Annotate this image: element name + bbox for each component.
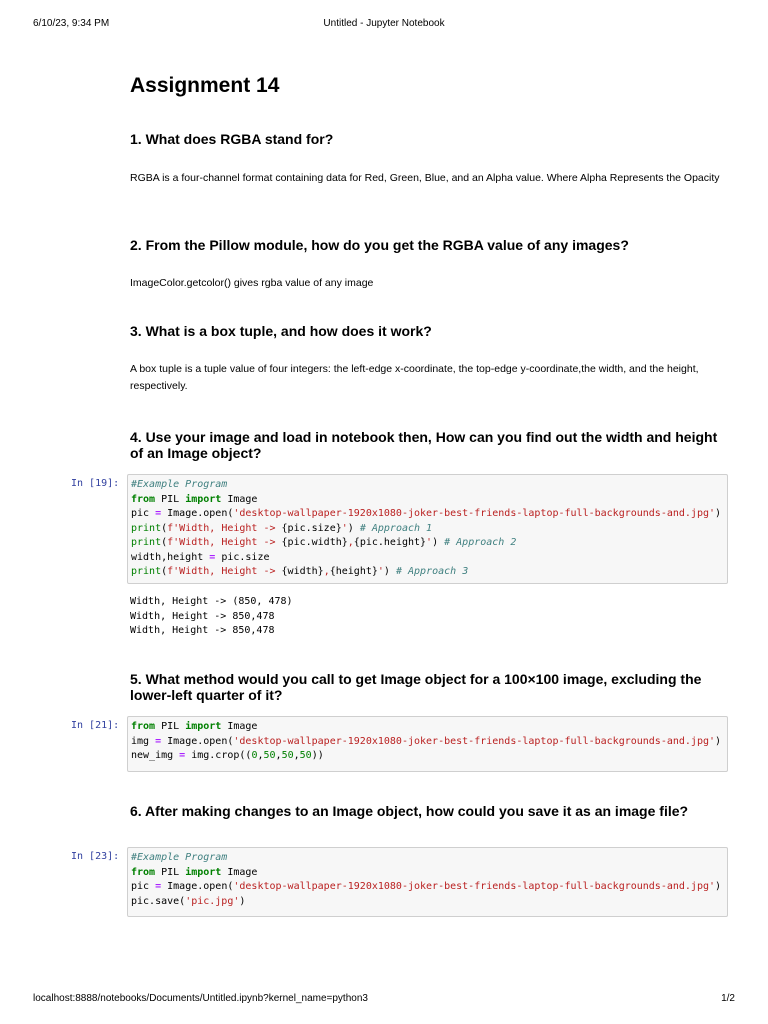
code-line — [131, 851, 724, 866]
code-token: PIL — [155, 866, 186, 878]
code-line — [131, 551, 724, 566]
code-line — [131, 720, 724, 735]
code-token: = — [179, 750, 186, 761]
code-token: {pic.width} — [281, 537, 348, 548]
code-token: import — [185, 721, 222, 732]
code-token: # Approach 3 — [395, 566, 469, 577]
print-page-number: 1/2 — [721, 993, 735, 1004]
code-token: #Example Program — [131, 852, 228, 863]
code-token: print — [131, 522, 162, 534]
code-token: print — [131, 537, 162, 548]
code-token: img.crop(( — [185, 750, 252, 761]
code-token: {pic.size} — [281, 522, 342, 534]
print-footer — [33, 993, 735, 1007]
question-1: 1. What does RGBA stand for? — [130, 131, 334, 147]
code-token: f'Width, Height -> — [167, 537, 282, 548]
print-page-title: Untitled - Jupyter Notebook — [323, 18, 445, 29]
code-token: Image.open( — [161, 508, 234, 519]
code-token: pic — [131, 508, 156, 519]
code-token: pic.save( — [131, 895, 186, 907]
code-token: import — [185, 866, 222, 878]
answer-1: RGBA is a four-channel format containing data for Red, Green, Blue, and an Alpha value. Where Alpha Represents the Opacity — [130, 172, 720, 184]
code-token: , — [347, 537, 354, 548]
answer-2: ImageColor.getcolor() gives rgba value of any image — [130, 277, 374, 289]
code-token: import — [185, 493, 222, 505]
question-5: 5. What method would you call to get Image object for a 100×100 image, excluding the lower-left quarter of it? — [130, 671, 702, 703]
code-line — [131, 507, 724, 522]
code-token: f'Width, Height -> — [167, 522, 282, 534]
code-token: from — [131, 866, 156, 878]
code-token: , — [275, 750, 282, 761]
code-token: ' — [341, 522, 348, 534]
code-token: {width} — [281, 566, 324, 577]
code-token: = — [155, 508, 162, 519]
code-editor[interactable] — [127, 474, 728, 584]
code-token: , — [257, 750, 264, 761]
code-token: PIL — [155, 721, 186, 732]
code-token: print — [131, 566, 162, 577]
code-token: from — [131, 721, 156, 732]
code-token: 'pic.jpg' — [185, 895, 240, 907]
code-line — [131, 880, 724, 895]
code-token: ( — [161, 537, 168, 548]
code-token: ) — [715, 881, 722, 892]
code-editor[interactable] — [127, 716, 728, 772]
code-token: = — [209, 551, 216, 563]
code-token: ( — [161, 522, 168, 534]
output-line: Width, Height -> (850, 478) — [130, 596, 293, 607]
code-token: ) — [239, 895, 246, 907]
code-token: , — [293, 750, 300, 761]
code-line — [131, 866, 724, 881]
code-token: Image — [221, 721, 258, 732]
output-line: Width, Height -> 850,478 — [130, 625, 275, 636]
code-token: new_img — [131, 750, 180, 761]
code-token: ) — [715, 508, 722, 519]
cell-prompt: In [19]: — [71, 478, 120, 489]
code-token: 50 — [263, 750, 276, 761]
answer-3: A box tuple is a tuple value of four integers: the left-edge x-coordinate, the top-edge y-coordinate,the width, and the height, respectively. — [130, 363, 699, 392]
code-token: # Approach 1 — [359, 522, 433, 534]
code-line — [131, 749, 724, 764]
code-token: ) — [715, 735, 722, 747]
code-line — [131, 895, 724, 910]
code-token: Image.open( — [161, 735, 234, 747]
code-token: pic.size — [215, 551, 270, 563]
code-token: f'Width, Height -> — [167, 566, 282, 577]
code-token: from — [131, 493, 156, 505]
code-line — [131, 536, 724, 551]
code-token: 'desktop-wallpaper-1920x1080-joker-best-friends-laptop-full-backgrounds-and.jpg' — [233, 881, 716, 892]
code-token: width,height — [131, 551, 210, 563]
cell-output — [130, 595, 293, 639]
code-line — [131, 522, 724, 537]
code-token: ) — [347, 522, 360, 534]
code-token: # Approach 2 — [444, 537, 517, 548]
code-token: ) — [383, 566, 396, 577]
code-token: = — [155, 735, 162, 747]
code-token: ' — [426, 537, 433, 548]
question-3: 3. What is a box tuple, and how does it work? — [130, 323, 432, 339]
code-token: 'desktop-wallpaper-1920x1080-joker-best-friends-laptop-full-backgrounds-and.jpg' — [233, 508, 716, 519]
code-line — [131, 493, 724, 508]
code-token: ) — [432, 537, 445, 548]
code-token: img — [131, 735, 156, 747]
code-token: Image.open( — [161, 881, 234, 892]
code-token: 0 — [251, 750, 258, 761]
code-token: )) — [311, 750, 324, 761]
question-2: 2. From the Pillow module, how do you get the RGBA value of any images? — [130, 237, 629, 253]
cell-prompt: In [23]: — [71, 851, 120, 862]
code-editor[interactable] — [127, 847, 728, 917]
print-header — [33, 18, 735, 32]
print-url: localhost:8888/notebooks/Documents/Untitled.ipynb?kernel_name=python3 — [33, 993, 368, 1004]
cell-prompt: In [21]: — [71, 720, 120, 731]
code-token: 'desktop-wallpaper-1920x1080-joker-best-friends-laptop-full-backgrounds-and.jpg' — [233, 735, 716, 747]
code-token: , — [323, 566, 330, 577]
code-token: PIL — [155, 493, 186, 505]
code-token: #Example Program — [131, 479, 228, 490]
output-line: Width, Height -> 850,478 — [130, 610, 275, 622]
code-token: Image — [221, 866, 258, 878]
code-token: 50 — [281, 750, 294, 761]
code-token: {height} — [329, 566, 378, 577]
code-token: Image — [221, 493, 258, 505]
code-line — [131, 565, 724, 580]
code-token: 50 — [299, 750, 312, 761]
question-4: 4. Use your image and load in notebook then, How can you find out the width and height of an Image object? — [130, 429, 718, 461]
question-6: 6. After making changes to an Image object, how could you save it as an image file? — [130, 803, 689, 819]
print-datetime: 6/10/23, 9:34 PM — [33, 18, 110, 29]
code-line — [131, 478, 724, 493]
code-token: ( — [161, 566, 168, 577]
code-token: ' — [377, 566, 384, 577]
code-line — [131, 735, 724, 750]
code-token: pic — [131, 881, 156, 892]
code-token: = — [155, 881, 162, 892]
notebook-title: Assignment 14 — [130, 74, 280, 97]
code-token: {pic.height} — [353, 537, 427, 548]
